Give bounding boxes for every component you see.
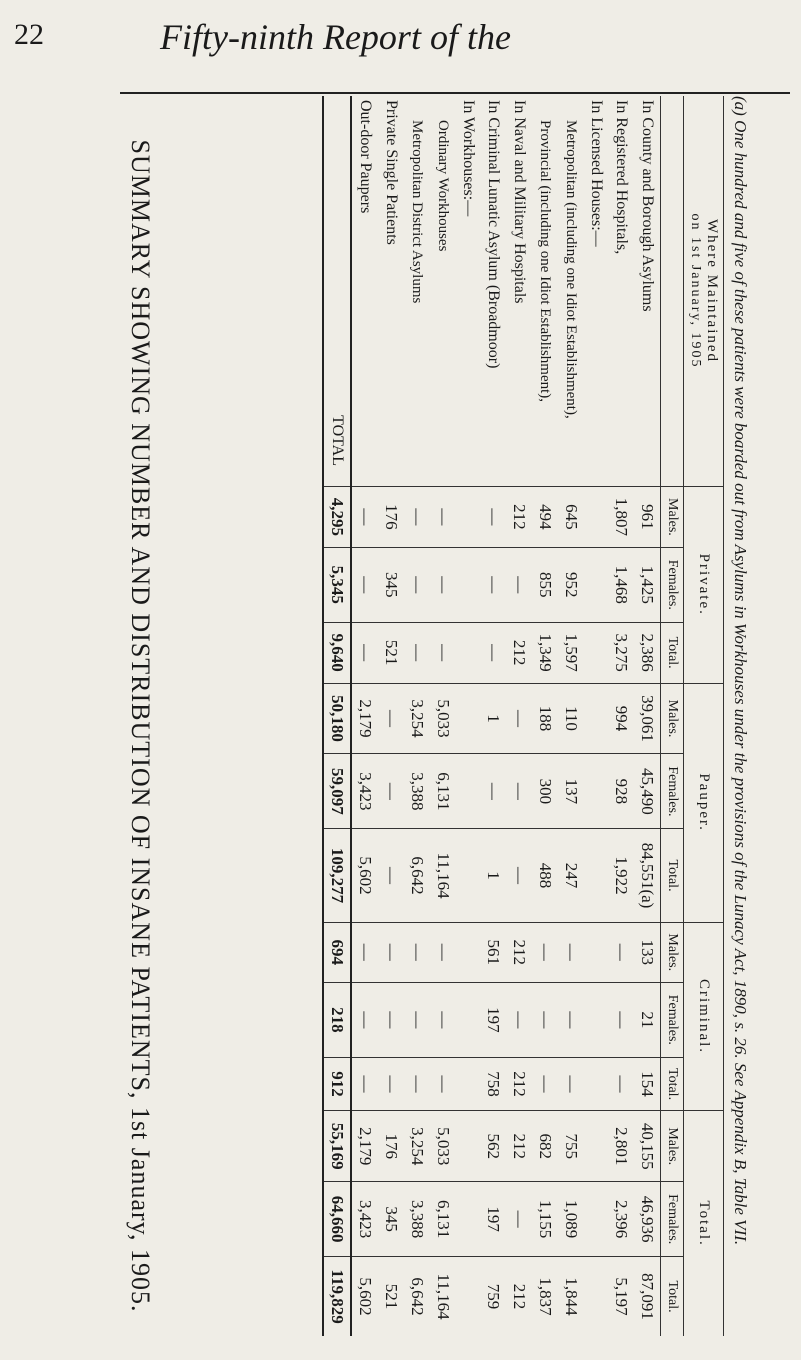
table-cell: 39,061: [634, 683, 661, 754]
table-row: [558, 96, 584, 1336]
table-cell: 110: [558, 683, 584, 754]
total-label: TOTAL: [323, 96, 351, 487]
table-cell: 46,936: [634, 1182, 661, 1257]
total-cell: 64,660: [323, 1182, 351, 1257]
table-cell: 5,033: [430, 1111, 456, 1182]
table-cell: —: [351, 487, 378, 548]
table-cell: —: [378, 683, 404, 754]
table-cell: —: [404, 487, 430, 548]
table-row: [608, 96, 634, 1336]
table-cell: 84,551(a): [634, 829, 661, 922]
table-cell: 3,388: [404, 754, 430, 829]
table-cell: 994: [608, 683, 634, 754]
row-label: In Licensed Houses:—: [588, 100, 605, 247]
table-cell: —: [532, 922, 558, 982]
group-criminal: Criminal.: [684, 922, 724, 1111]
total-cell: 59,097: [323, 754, 351, 829]
group-header-row: [684, 96, 724, 1336]
footnote: (a) One hundred and five of these patients were boarded out from Asylums in Workhouses under the provisions of the Lunacy Act, 1890, s. 26. See Appendix B, Table VII.: [731, 96, 750, 1246]
table-cell: 1,349: [532, 622, 558, 683]
table-cell: 682: [532, 1111, 558, 1182]
table-body: [351, 96, 661, 1336]
table-cell: —: [430, 547, 456, 622]
rotated-table-block: [100, 96, 760, 1336]
table-cell: [456, 754, 480, 829]
table-cell: —: [404, 1057, 430, 1110]
table-cell: —: [532, 982, 558, 1057]
table-cell: 212: [506, 1057, 532, 1110]
table-cell: —: [378, 1057, 404, 1110]
table-cell: —: [506, 683, 532, 754]
table-cell: 21: [634, 982, 661, 1057]
table-cell: [456, 1257, 480, 1336]
table-cell: —: [430, 1057, 456, 1110]
total-cell: 912: [323, 1057, 351, 1110]
table-cell: 2,386: [634, 622, 661, 683]
table-cell: 5,602: [351, 829, 378, 922]
table-cell: 188: [532, 683, 558, 754]
table-cell: 1: [480, 829, 506, 922]
table-cell: [584, 982, 608, 1057]
table-cell: 562: [480, 1111, 506, 1182]
table-cell: —: [480, 547, 506, 622]
table-row: [480, 96, 506, 1336]
total-cell: 5,345: [323, 547, 351, 622]
total-cell: 694: [323, 922, 351, 982]
col-head: Males.: [661, 1111, 684, 1182]
table-cell: —: [480, 622, 506, 683]
table-cell: 5,197: [608, 1257, 634, 1336]
row-label: Metropolitan District Asylums: [409, 120, 426, 304]
table-cell: 1,155: [532, 1182, 558, 1257]
total-cell: 4,295: [323, 487, 351, 548]
table-cell: [456, 622, 480, 683]
table-cell: —: [532, 1057, 558, 1110]
table-row: [456, 96, 480, 1336]
total-cell: 55,169: [323, 1111, 351, 1182]
col-head: Total.: [661, 1057, 684, 1110]
row-label: In County and Borough Asylums: [639, 100, 656, 312]
col-head: Total.: [661, 622, 684, 683]
table-row: [351, 96, 378, 1336]
table-cell: —: [351, 922, 378, 982]
table-cell: [456, 829, 480, 922]
table-cell: 855: [532, 547, 558, 622]
table-cell: 345: [378, 1182, 404, 1257]
table-cell: —: [506, 754, 532, 829]
table-cell: 154: [634, 1057, 661, 1110]
row-label: In Naval and Military Hospitals: [511, 100, 528, 304]
table-cell: —: [430, 922, 456, 982]
table-cell: —: [378, 922, 404, 982]
table-cell: 961: [634, 487, 661, 548]
table-cell: —: [608, 922, 634, 982]
table-cell: —: [430, 622, 456, 683]
row-label: Private Single Patients: [383, 100, 400, 245]
col-head: Total.: [661, 1257, 684, 1336]
table-cell: 3,423: [351, 1182, 378, 1257]
table-cell: 3,254: [404, 1111, 430, 1182]
where-maintained-header: [684, 96, 724, 487]
running-head: Fifty-ninth Report of the: [160, 17, 511, 57]
table-cell: —: [608, 982, 634, 1057]
table-cell: [584, 487, 608, 548]
table-cell: —: [608, 1057, 634, 1110]
table-cell: [456, 1182, 480, 1257]
table-cell: —: [430, 982, 456, 1057]
table-cell: 6,131: [430, 1182, 456, 1257]
summary-table: [322, 96, 724, 1336]
table-cell: 137: [558, 754, 584, 829]
col-head: Males.: [661, 683, 684, 754]
table-cell: 928: [608, 754, 634, 829]
table-cell: 212: [506, 922, 532, 982]
table-cell: —: [506, 547, 532, 622]
table-cell: 11,164: [430, 1257, 456, 1336]
table-cell: [456, 683, 480, 754]
table-cell: —: [404, 982, 430, 1057]
row-label: In Workhouses:—: [460, 100, 477, 217]
table-cell: [584, 829, 608, 922]
table-cell: 755: [558, 1111, 584, 1182]
table-row: [430, 96, 456, 1336]
table-cell: —: [351, 622, 378, 683]
table-cell: —: [480, 754, 506, 829]
table-cell: 345: [378, 547, 404, 622]
table-cell: 952: [558, 547, 584, 622]
table-cell: 6,131: [430, 754, 456, 829]
table-cell: 1,597: [558, 622, 584, 683]
main-title: SUMMARY SHOWING NUMBER AND DISTRIBUTION OF INSANE PATIENTS, 1st January, 1905.: [126, 139, 155, 1313]
table-cell: 3,275: [608, 622, 634, 683]
table-cell: 3,254: [404, 683, 430, 754]
table-cell: 759: [480, 1257, 506, 1336]
table-cell: 300: [532, 754, 558, 829]
total-cell: 9,640: [323, 622, 351, 683]
table-cell: 1: [480, 683, 506, 754]
table-cell: 247: [558, 829, 584, 922]
table-cell: 494: [532, 487, 558, 548]
table-cell: [456, 1111, 480, 1182]
blank-header: [661, 96, 684, 487]
table-cell: [456, 487, 480, 548]
table-cell: —: [558, 982, 584, 1057]
total-cell: 218: [323, 982, 351, 1057]
table-cell: 1,425: [634, 547, 661, 622]
subtitle-date: on 1st January, 1905: [688, 213, 703, 369]
table-cell: 3,423: [351, 754, 378, 829]
table-cell: 87,091: [634, 1257, 661, 1336]
table-cell: —: [351, 982, 378, 1057]
table-cell: [584, 922, 608, 982]
table-cell: 1,089: [558, 1182, 584, 1257]
row-label: In Criminal Lunatic Asylum (Broadmoor): [485, 100, 502, 369]
table-cell: 1,922: [608, 829, 634, 922]
table-row: [532, 96, 558, 1336]
table-cell: [584, 1257, 608, 1336]
table-cell: 176: [378, 487, 404, 548]
table-row: [404, 96, 430, 1336]
table-cell: —: [506, 982, 532, 1057]
table-cell: —: [558, 922, 584, 982]
table-cell: 561: [480, 922, 506, 982]
row-label: Ordinary Workhouses: [435, 120, 452, 252]
table-cell: 1,807: [608, 487, 634, 548]
header-rule: [120, 92, 790, 94]
table-cell: 45,490: [634, 754, 661, 829]
table-cell: 6,642: [404, 1257, 430, 1336]
table-cell: —: [378, 829, 404, 922]
table-cell: 521: [378, 1257, 404, 1336]
total-row: [323, 96, 351, 1336]
table-cell: 6,642: [404, 829, 430, 922]
table-cell: 1,844: [558, 1257, 584, 1336]
row-label: Provincial (including one Idiot Establishment),: [537, 120, 554, 403]
table-cell: 2,179: [351, 1111, 378, 1182]
table-cell: 5,602: [351, 1257, 378, 1336]
table-cell: [584, 1057, 608, 1110]
group-pauper: Pauper.: [684, 683, 724, 922]
table-cell: 2,179: [351, 683, 378, 754]
table-cell: —: [404, 622, 430, 683]
group-total: Total.: [684, 1111, 724, 1336]
table-cell: 176: [378, 1111, 404, 1182]
table-cell: [456, 922, 480, 982]
table-cell: 212: [506, 487, 532, 548]
table-cell: [456, 1057, 480, 1110]
table-cell: 521: [378, 622, 404, 683]
table-cell: 5,033: [430, 683, 456, 754]
group-private: Private.: [684, 487, 724, 684]
table-cell: [584, 1111, 608, 1182]
where-maintained-label: Where Maintained: [704, 218, 720, 364]
page-number: 22: [14, 18, 44, 51]
table-cell: —: [404, 922, 430, 982]
table-cell: 758: [480, 1057, 506, 1110]
col-head: Males.: [661, 922, 684, 982]
col-head: Females.: [661, 547, 684, 622]
table-cell: —: [378, 982, 404, 1057]
table-cell: 11,164: [430, 829, 456, 922]
table-cell: [584, 1182, 608, 1257]
table-row: [506, 96, 532, 1336]
col-head: Females.: [661, 1182, 684, 1257]
table-cell: —: [378, 754, 404, 829]
table-cell: [584, 547, 608, 622]
table-cell: —: [351, 547, 378, 622]
table-cell: 1,837: [532, 1257, 558, 1336]
table-row: [378, 96, 404, 1336]
table-cell: 2,396: [608, 1182, 634, 1257]
table-cell: [584, 683, 608, 754]
table-cell: [584, 754, 608, 829]
table-cell: 1,468: [608, 547, 634, 622]
table-cell: —: [404, 547, 430, 622]
table-cell: —: [351, 1057, 378, 1110]
table-row: [584, 96, 608, 1336]
table-cell: [584, 622, 608, 683]
total-cell: 109,277: [323, 829, 351, 922]
table-cell: 212: [506, 622, 532, 683]
table-cell: 2,801: [608, 1111, 634, 1182]
table-cell: 133: [634, 922, 661, 982]
col-head: Males.: [661, 487, 684, 548]
table-cell: [456, 982, 480, 1057]
table-cell: 40,155: [634, 1111, 661, 1182]
col-head: Total.: [661, 829, 684, 922]
table-cell: 488: [532, 829, 558, 922]
row-label: In Registered Hospitals,: [613, 100, 630, 255]
table-cell: —: [506, 1182, 532, 1257]
table-cell: —: [430, 487, 456, 548]
col-head: Females.: [661, 982, 684, 1057]
table-cell: 645: [558, 487, 584, 548]
row-label: Metropolitan (including one Idiot Establishment),: [563, 120, 580, 419]
total-cell: 119,829: [323, 1257, 351, 1336]
table-row: [634, 96, 661, 1336]
col-head: Females.: [661, 754, 684, 829]
total-cell: 50,180: [323, 683, 351, 754]
table-cell: 212: [506, 1257, 532, 1336]
table-cell: 212: [506, 1111, 532, 1182]
col-header-row: [661, 96, 684, 1336]
row-label: Out-door Paupers: [357, 100, 374, 214]
table-cell: 3,388: [404, 1182, 430, 1257]
table-cell: —: [558, 1057, 584, 1110]
table-cell: 197: [480, 982, 506, 1057]
table-cell: 197: [480, 1182, 506, 1257]
table-cell: —: [506, 829, 532, 922]
table-cell: [456, 547, 480, 622]
table-cell: —: [480, 487, 506, 548]
